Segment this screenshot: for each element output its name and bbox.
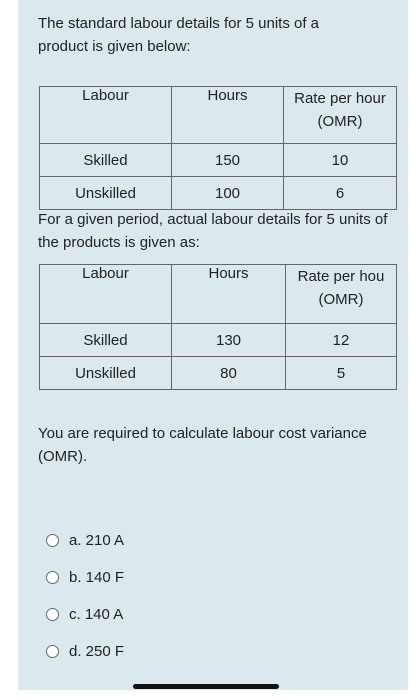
- header-hours: Hours: [172, 87, 284, 144]
- cell-rate: 12: [286, 324, 397, 357]
- question-card: [18, 0, 408, 690]
- cell-labour: Skilled: [40, 144, 172, 177]
- header-hours: Hours: [172, 265, 286, 324]
- option-d[interactable]: [46, 633, 124, 670]
- option-c[interactable]: [46, 596, 124, 633]
- table-row: [40, 324, 397, 357]
- radio-button-icon[interactable]: [46, 534, 59, 547]
- header-labour: Labour: [40, 87, 172, 144]
- question-intro: The standard labour details for 5 units of a product is given below:: [38, 15, 320, 55]
- option-b[interactable]: [46, 559, 124, 596]
- cell-labour: Unskilled: [40, 177, 172, 210]
- option-label: b. 140 F: [69, 569, 125, 586]
- question-mid: For a given period, actual labour details for 5 units of the products is given as:: [38, 211, 388, 251]
- standard-labour-table: [39, 86, 397, 210]
- cell-labour: Skilled: [40, 324, 172, 357]
- option-label: a. 210 A: [69, 532, 125, 549]
- table-header-row: [40, 265, 397, 324]
- option-label: c. 140 A: [69, 606, 124, 623]
- cell-hours: 100: [172, 177, 284, 210]
- header-rate-label: Rate per hou: [297, 268, 385, 285]
- table-row: [40, 357, 397, 390]
- header-rate-unit: (OMR): [317, 113, 363, 130]
- table-row: [40, 177, 397, 210]
- home-indicator[interactable]: [133, 684, 279, 689]
- header-rate: [286, 265, 397, 324]
- cell-hours: 150: [172, 144, 284, 177]
- radio-button-icon[interactable]: [46, 645, 59, 658]
- radio-button-icon[interactable]: [46, 571, 59, 584]
- table-row: [40, 144, 397, 177]
- answer-options: [46, 522, 124, 670]
- radio-button-icon[interactable]: [46, 608, 59, 621]
- cell-rate: 5: [286, 357, 397, 390]
- header-rate-unit: (OMR): [318, 291, 364, 308]
- cell-labour: Unskilled: [40, 357, 172, 390]
- header-labour: Labour: [40, 265, 172, 324]
- question-task: You are required to calculate labour cost variance (OMR).: [38, 425, 367, 465]
- option-a[interactable]: [46, 522, 124, 559]
- cell-hours: 130: [172, 324, 286, 357]
- cell-rate: 6: [284, 177, 397, 210]
- header-rate: [284, 87, 397, 144]
- option-label: d. 250 F: [69, 643, 125, 660]
- header-rate-label: Rate per hour: [294, 90, 386, 107]
- table-header-row: [40, 87, 397, 144]
- cell-hours: 80: [172, 357, 286, 390]
- actual-labour-table: [39, 264, 397, 390]
- cell-rate: 10: [284, 144, 397, 177]
